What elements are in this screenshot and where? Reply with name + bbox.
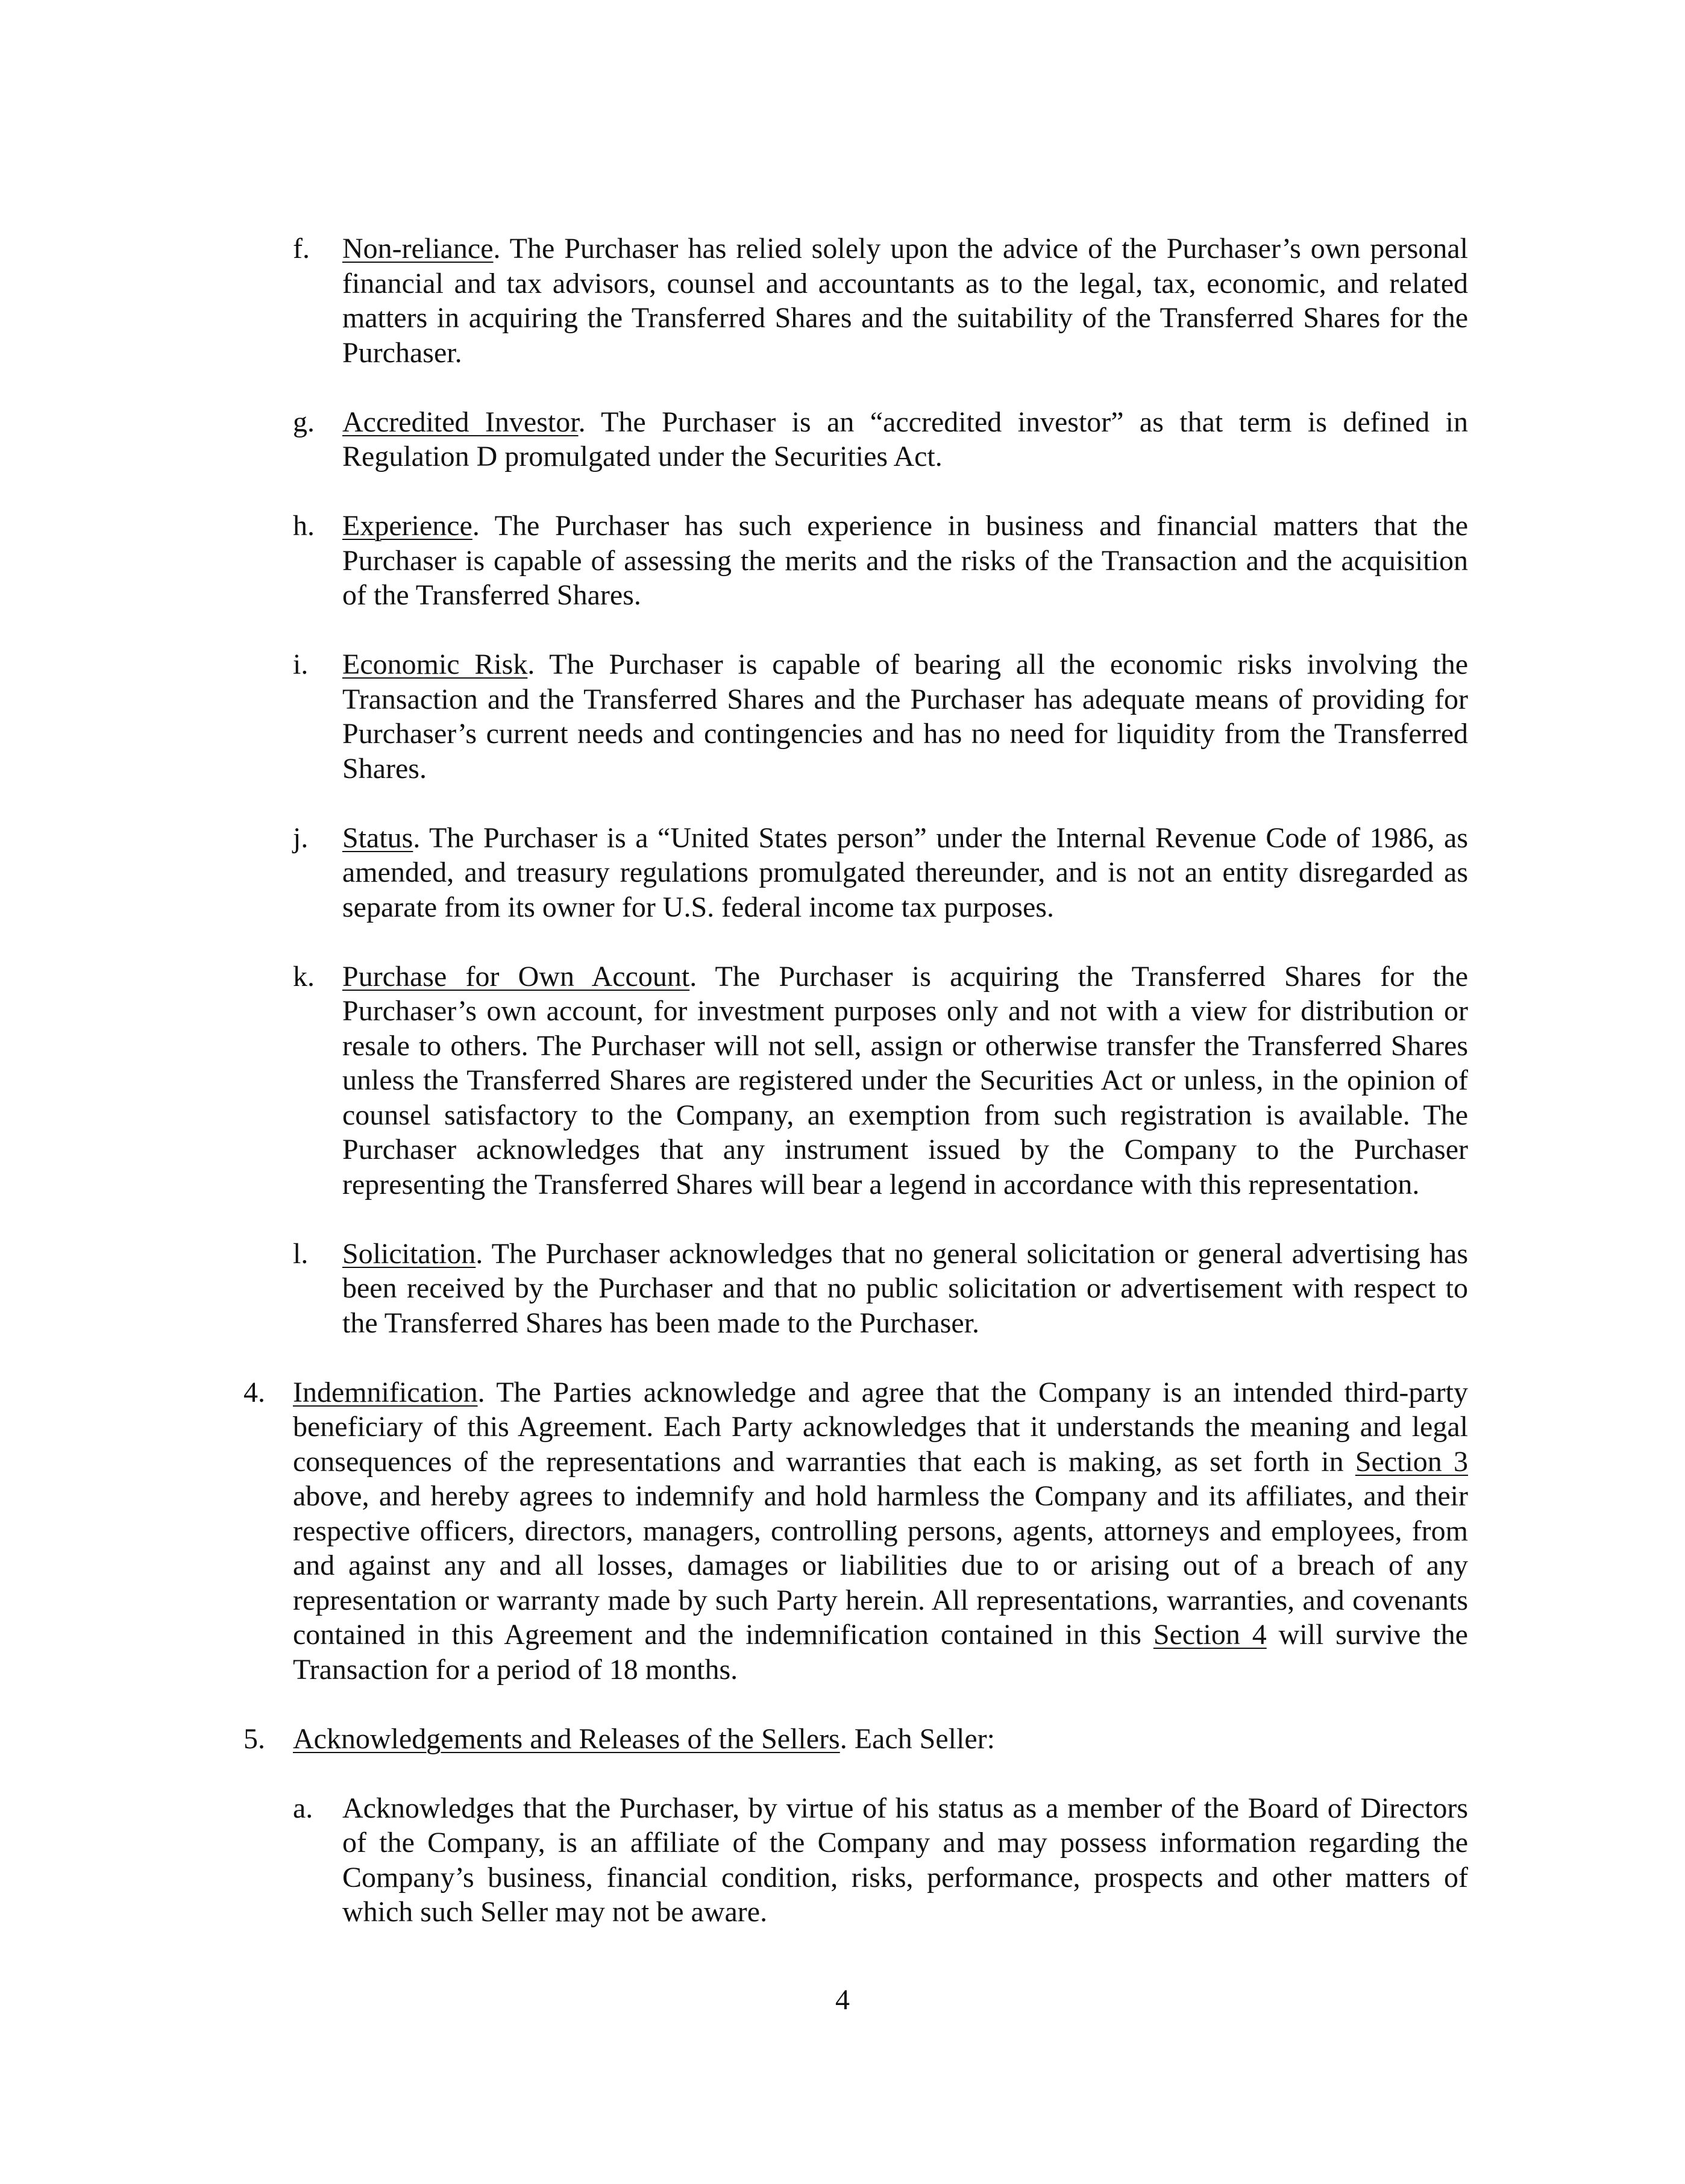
clause-k-purchase-for-own-account [293,959,1468,1202]
section-marker: 4. [243,1376,265,1408]
clause-h-experience [293,509,1468,613]
section-text [293,1722,1468,1757]
section-heading: Indemnification [293,1376,478,1408]
section-marker: 5. [243,1722,265,1755]
clause-body: . The Purchaser is an “accredited investor” as that term is defined in Regulation D promulgated under the Securities Act. [342,406,1469,472]
clause-heading: Status [342,821,413,854]
section-text [293,1375,1468,1687]
page-number: 4 [835,1984,850,2016]
section-body: . Each Seller: [839,1722,995,1755]
clause-f-non-reliance [293,231,1468,370]
clause-body: Acknowledges that the Purchaser, by virtue of his status as a member of the Board of Directors of the Company, is an affiliate of the Company and may possess information regarding the Company’s business, financial condition, risks, performance, prospects and other matters of which such Seller may not be aware. [342,1792,1468,1928]
clause-text [342,959,1468,1202]
clause-text [342,821,1468,925]
section-heading: Acknowledgements and Releases of the Sellers [293,1722,840,1755]
clause-marker: f. [293,233,310,265]
section-body-part-3: will survive the Transaction for a period of 18 months. [293,1619,1468,1686]
clause-text [342,1237,1468,1341]
clause-g-accredited-investor [293,405,1468,474]
clause-marker: g. [293,406,315,438]
clause-i-economic-risk [293,647,1468,786]
clause-heading: Purchase for Own Account [342,960,690,993]
clause-text [342,647,1468,786]
clause-body: . The Purchaser has such experience in business and financial matters that the Purchaser is capable of assessing the merits and the risks of the Transaction and the acquisition of the Transferred Shares. [342,510,1468,611]
clause-body: . The Purchaser is capable of bearing all the economic risks involving the Transaction and the Transferred Shares and the Purchaser has adequate means of providing for Purchaser’s current needs and contingencies and has no need for liquidity from the Transferred Shares. [342,648,1469,785]
section-body-part-2: above, and hereby agrees to indemnify and hold harmless the Company and its affiliates, and their respective officers, directors, managers, controlling persons, agents, attorneys and employees, from and against any and all losses, damages or liabilities due to or arising out of a breach of any representation or warranty made by such Party herein. All representations, warranties, and covenants contained in this Agreement and the indemnification contained in this [293,1480,1468,1651]
section-body-part-1: . The Parties acknowledge and agree that the Company is an intended third-party beneficiary of this Agreement. Each Party acknowledges that it understands the meaning and legal consequences of the representations and warranties that each is making, as set forth in [293,1376,1468,1478]
clause-marker: l. [293,1237,309,1270]
clause-text [342,405,1468,474]
clause-heading: Experience [342,510,472,542]
clause-heading: Non-reliance [342,233,494,265]
clause-marker: k. [293,960,315,993]
clause-marker: a. [293,1792,313,1824]
document-body [243,231,1468,1964]
clause-body: . The Purchaser is a “United States person” under the Internal Revenue Code of 1986, as amended, and treasury regulations promulgated thereunder, and is not an entity disregarded as separate from its owner for U.S. federal income tax purposes. [342,821,1468,923]
clause-5a-acknowledges [293,1791,1468,1930]
clause-heading: Accredited Investor [342,406,579,438]
section-5-acknowledgements [243,1722,1468,1757]
clause-j-status [293,821,1468,925]
clause-body: . The Purchaser has relied solely upon the advice of the Purchaser’s own personal financial and tax advisors, counsel and accountants as to the legal, tax, economic, and related matters in acquiring the Transferred Shares and the suitability of the Transferred Shares for the Purchaser. [342,233,1468,369]
clause-heading: Solicitation [342,1237,476,1270]
clause-marker: i. [293,648,309,680]
section-4-reference: Section 4 [1153,1619,1267,1651]
clause-text [342,509,1468,613]
clause-body: . The Purchaser acknowledges that no general solicitation or general advertising has been received by the Purchaser and that no public solicitation or advertisement with respect to the Transferred Shares has been made to the Purchaser. [342,1237,1468,1339]
clause-l-solicitation [293,1237,1468,1341]
section-4-indemnification [243,1375,1468,1687]
clause-marker: h. [293,510,315,542]
section-3-reference: Section 3 [1355,1445,1468,1478]
clause-body: . The Purchaser is acquiring the Transferred Shares for the Purchaser’s own account, for investment purposes only and not with a view for distribution or resale to others. The Purchaser will not sell, assign or otherwise transfer the Transferred Shares unless the Transferred Shares are registered under the Securities Act or unless, in the opinion of counsel satisfactory to the Company, an exemption from such registration is available. The Purchaser acknowledges that any instrument issued by the Company to the Purchaser representing the Transferred Shares will bear a legend in accordance with this representation. [342,960,1469,1200]
clause-text [342,231,1468,370]
clause-heading: Economic Risk [342,648,528,680]
clause-marker: j. [293,821,309,854]
